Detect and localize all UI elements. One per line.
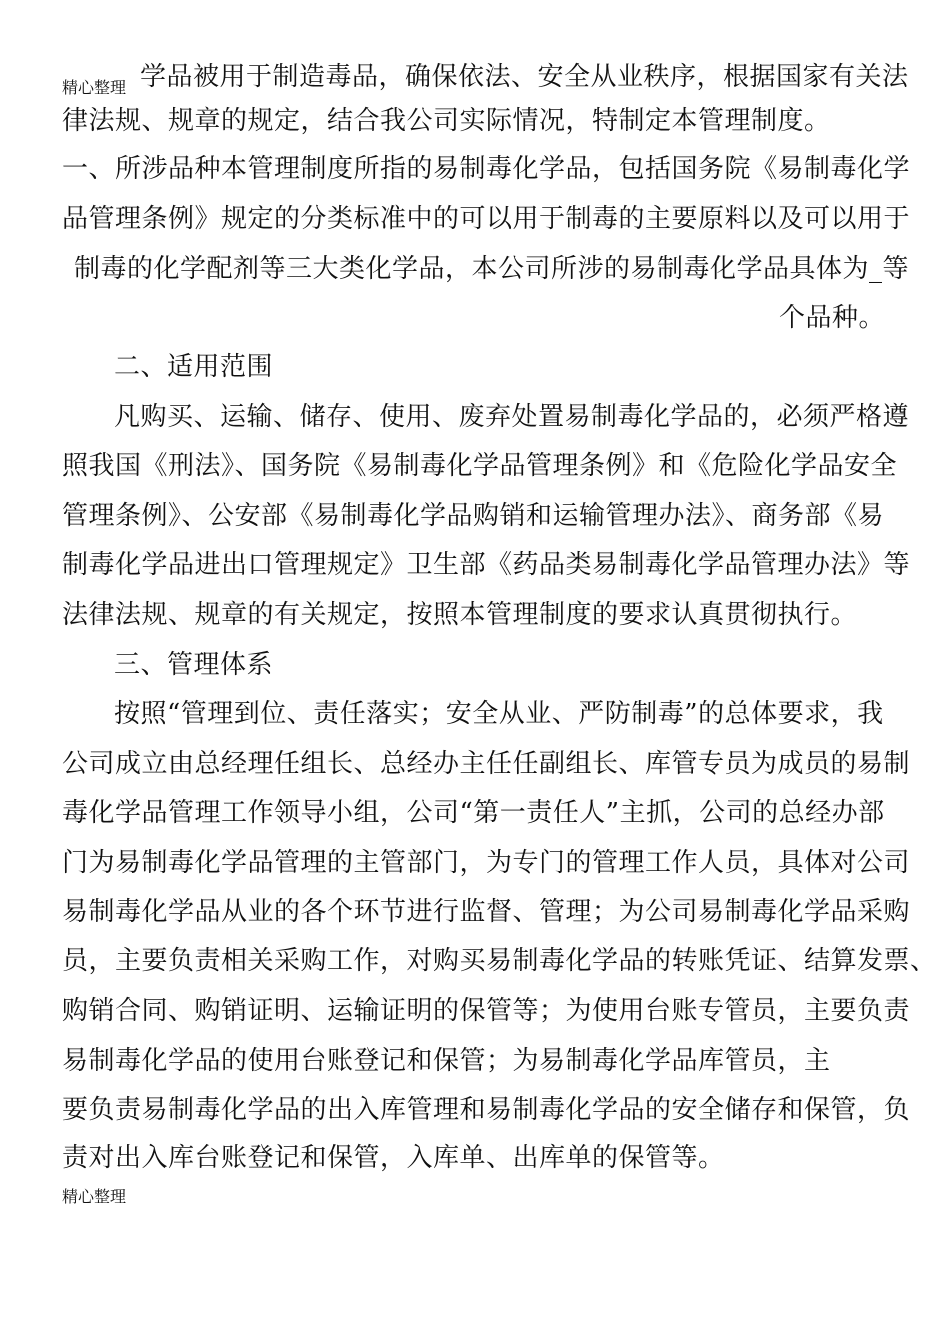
paragraph-line: 公司成立由总经理任组长、总经办主任任副组长、库管专员为成员的易制 xyxy=(62,749,911,779)
section-heading: 三、管理体系 xyxy=(114,650,274,680)
paragraph-line: 门为易制毒化学品管理的主管部门，为专门的管理工作人员，具体对公司 xyxy=(62,848,911,878)
paragraph-line: 凡购买、运输、储存、使用、废弃处置易制毒化学品的，必须严格遵 xyxy=(114,402,910,432)
section-heading: 二、适用范围 xyxy=(114,352,274,382)
paragraph-line: 制毒的化学配剂等三大类化学品，本公司所涉的易制毒化学品具体为_等 xyxy=(74,254,910,284)
paragraph-line: 律法规、规章的规定，结合我公司实际情况，特制定本管理制度。 xyxy=(62,106,831,136)
paragraph-line: 员，主要负责相关采购工作，对购买易制毒化学品的转账凭证、结算发票、 xyxy=(62,946,937,976)
paragraph-line: 管理条例》、公安部《易制毒化学品购销和运输管理办法》、商务部《易 xyxy=(62,501,885,531)
paragraph-line: 购销合同、购销证明、运输证明的保管等；为使用台账专管员，主要负责 xyxy=(62,996,911,1026)
paragraph-line: 责对出入库台账登记和保管，入库单、出库单的保管等。 xyxy=(62,1143,725,1173)
paragraph-line: 易制毒化学品的使用台账登记和保管；为易制毒化学品库管员，主 xyxy=(62,1046,831,1076)
paragraph-line: 照我国《刑法》、国务院《易制毒化学品管理条例》和《危险化学品安全 xyxy=(62,451,898,481)
paragraph-line: 法律法规、规章的有关规定，按照本管理制度的要求认真贯彻执行。 xyxy=(62,600,858,630)
section-heading-scope-line: 一、所涉品种本管理制度所指的易制毒化学品，包括国务院《易制毒化学 xyxy=(62,154,911,184)
footer-watermark-text: 精心整理 xyxy=(62,1187,127,1206)
paragraph-line: 制毒化学品进出口管理规定》卫生部《药品类易制毒化学品管理办法》等 xyxy=(62,550,911,580)
paragraph-line: 个品种。 xyxy=(779,303,886,333)
paragraph-line: 要负责易制毒化学品的出入库管理和易制毒化学品的安全储存和保管，负 xyxy=(62,1095,911,1125)
paragraph-line: 易制毒化学品从业的各个环节进行监督、管理；为公司易制毒化学品采购 xyxy=(62,897,911,927)
paragraph-line: 品管理条例》规定的分类标准中的可以用于制毒的主要原料以及可以用于 xyxy=(62,204,911,234)
paragraph-line: 按照“管理到位、责任落实；安全从业、严防制毒”的总体要求，我 xyxy=(114,699,884,729)
paragraph-line: 毒化学品管理工作领导小组，公司“第一责任人”主抓，公司的总经办部 xyxy=(62,798,885,828)
paragraph-line: 学品被用于制造毒品，确保依法、安全从业秩序，根据国家有关法 xyxy=(140,62,909,92)
header-watermark-text: 精心整理 xyxy=(62,78,127,97)
